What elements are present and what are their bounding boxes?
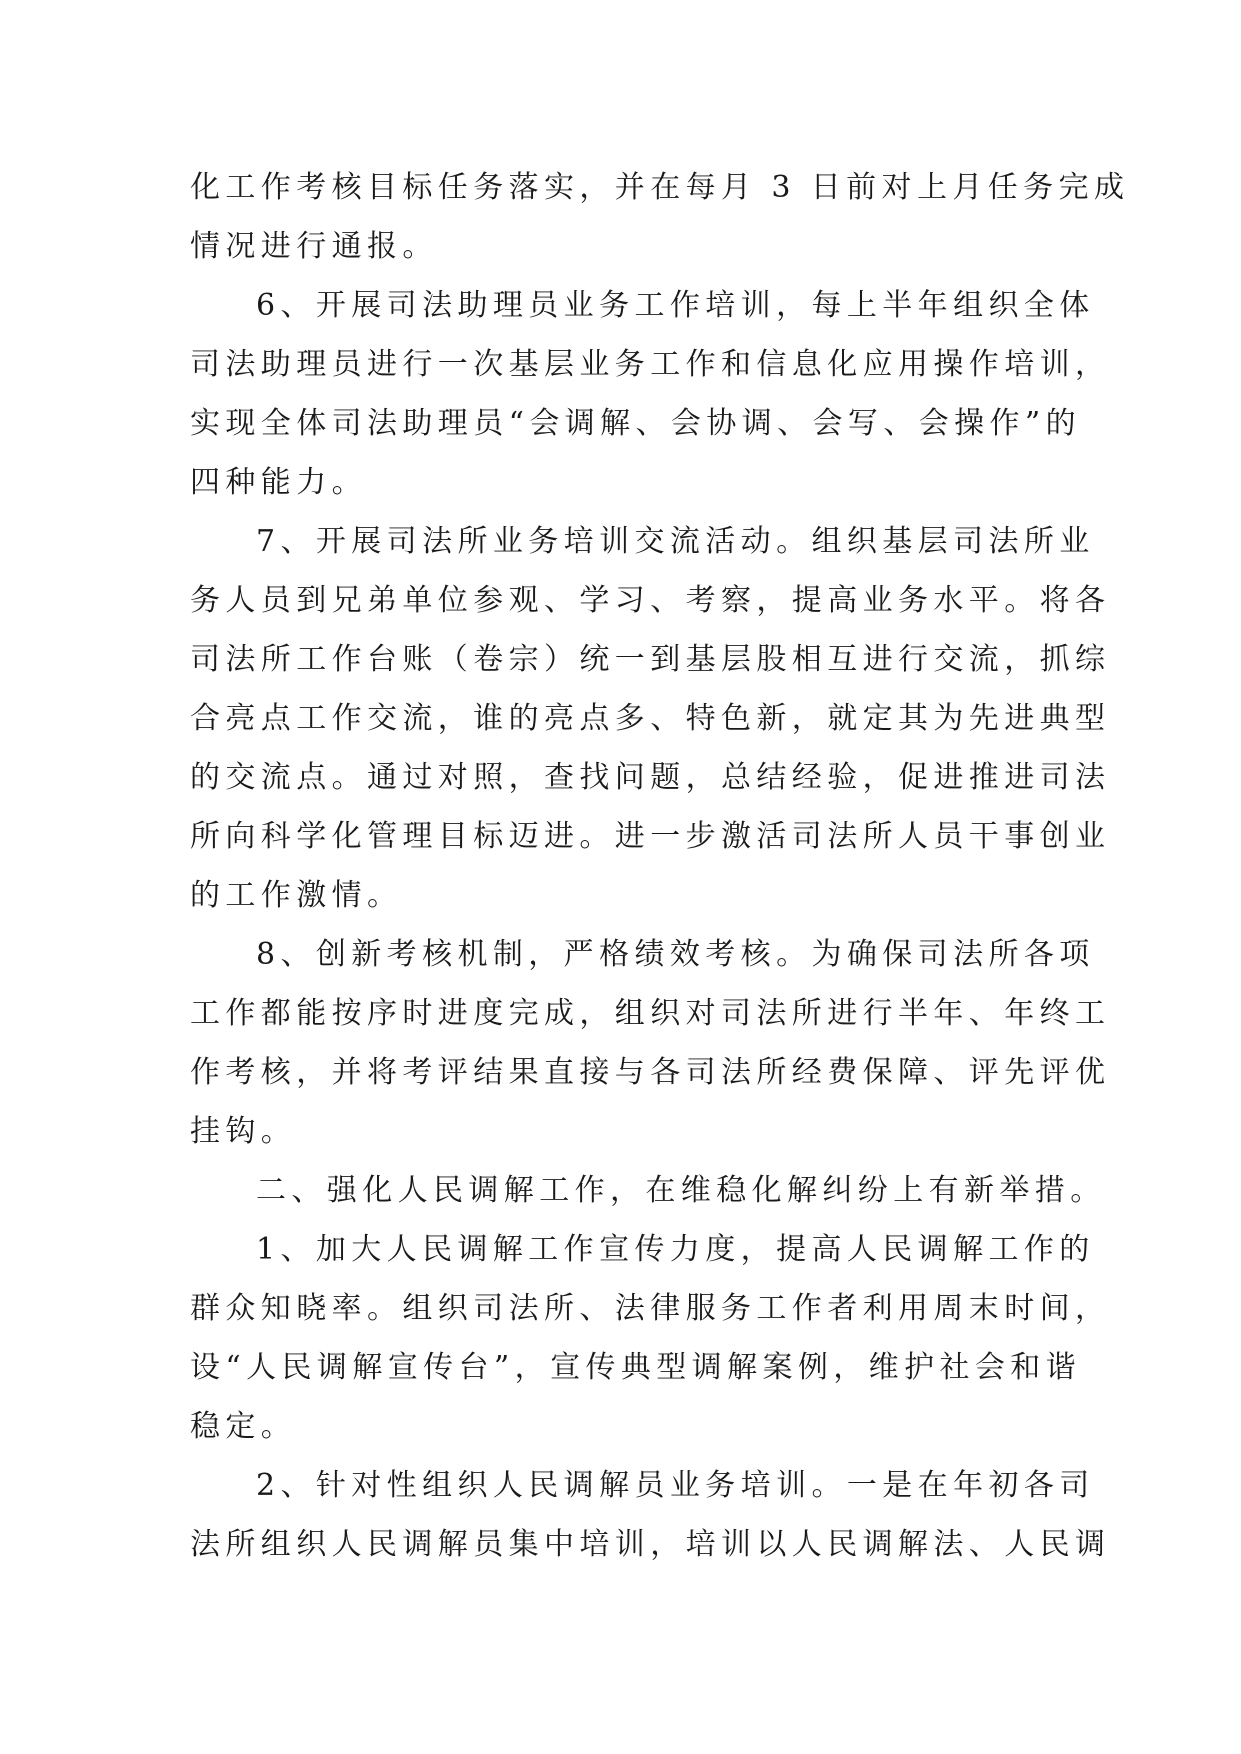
- text-line: 所向科学化管理目标迈进。进一步激活司法所人员干事创业: [190, 819, 1111, 854]
- text-line: 1、加大人民调解工作宣传力度，提高人民调解工作的: [256, 1232, 1095, 1267]
- text-line: 司法助理员进行一次基层业务工作和信息化应用操作培训，: [190, 347, 1111, 382]
- text-line: 司法所工作台账（卷宗）统一到基层股相互进行交流，抓综: [190, 642, 1111, 677]
- text-line: 合亮点工作交流，谁的亮点多、特色新，就定其为先进典型: [190, 701, 1111, 736]
- text-line: 6、开展司法助理员业务工作培训，每上半年组织全体: [256, 288, 1095, 323]
- document-body: [190, 158, 1130, 1574]
- text-line: 挂钩。: [190, 1114, 297, 1149]
- text-line: 作考核，并将考评结果直接与各司法所经费保障、评先评优: [190, 1055, 1111, 1090]
- text-line: 实现全体司法助理员“会调解、会协调、会写、会操作”的: [190, 406, 1082, 441]
- text-line: 8、创新考核机制，严格绩效考核。为确保司法所各项: [256, 937, 1095, 972]
- text-line: 设“人民调解宣传台”，宣传典型调解案例，维护社会和谐: [190, 1350, 1082, 1385]
- text-line: 工作都能按序时进度完成，组织对司法所进行半年、年终工: [190, 996, 1111, 1031]
- text-line: 情况进行通报。: [190, 229, 438, 264]
- text-line: 四种能力。: [190, 465, 367, 500]
- text-line: 法所组织人民调解员集中培训，培训以人民调解法、人民调: [190, 1527, 1111, 1562]
- text-line: 的交流点。通过对照，查找问题，总结经验，促进推进司法: [190, 760, 1111, 795]
- text-line: 二、强化人民调解工作，在维稳化解纠纷上有新举措。: [256, 1173, 1106, 1208]
- text-line: 7、开展司法所业务培训交流活动。组织基层司法所业: [256, 524, 1095, 559]
- text-line: 2、针对性组织人民调解员业务培训。一是在年初各司: [256, 1468, 1095, 1503]
- text-line: 稳定。: [190, 1409, 297, 1444]
- text-line: 的工作激情。: [190, 878, 403, 913]
- text-line: 群众知晓率。组织司法所、法律服务工作者利用周末时间，: [190, 1291, 1111, 1326]
- text-line: 务人员到兄弟单位参观、学习、考察，提高业务水平。将各: [190, 583, 1111, 618]
- text-line: 化工作考核目标任务落实，并在每月 3 日前对上月任务完成: [190, 170, 1130, 205]
